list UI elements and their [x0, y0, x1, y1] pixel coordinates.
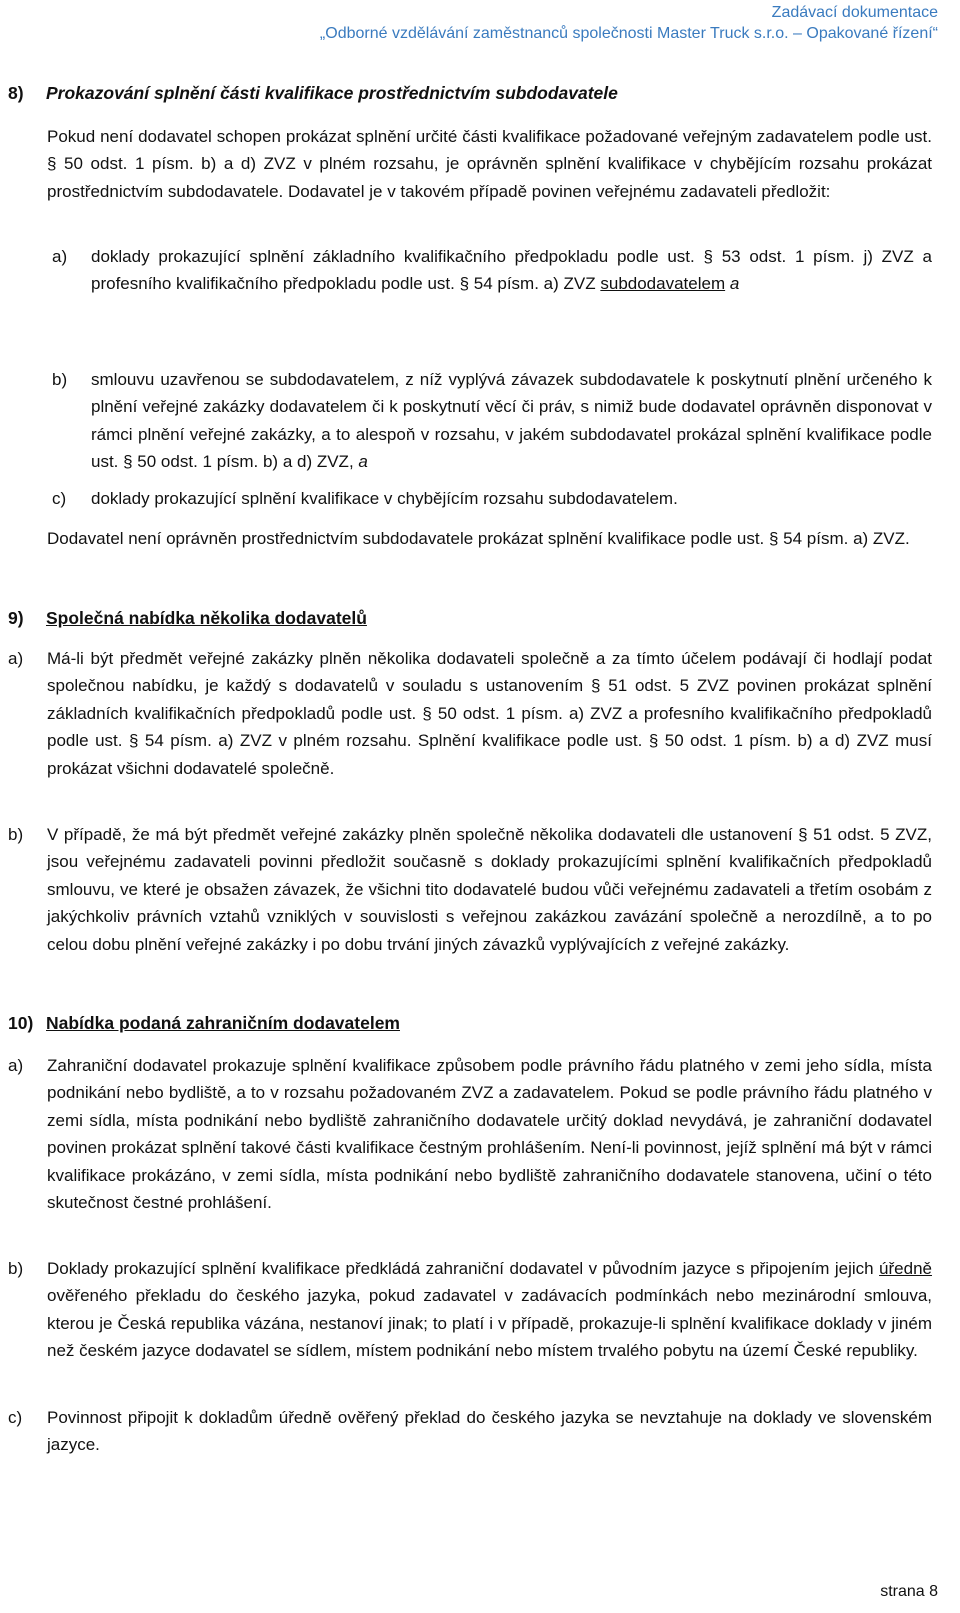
item-text: Povinnost připojit k dokladům úředně ověřený překlad do českého jazyka se nevztahuje na doklady ve slovenském jazyce. [47, 1408, 932, 1455]
item-label: a) [8, 649, 24, 668]
section-8-intro: Pokud není dodavatel schopen prokázat splnění určité části kvalifikace požadované veřejným zadavatelem podle ust. § 50 odst. 1 písm. b) a d) ZVZ v plném rozsahu, je oprávněn splnění kvalifikace v chybějícím rozsahu prokázat prostřednictvím subdodavatele. Dodavatel je v takovém případě povinen veřejnému zadavateli předložit: [47, 127, 932, 201]
section-9-item-a [8, 645, 932, 782]
item-label: b) [52, 370, 68, 389]
section-10-item-b [8, 1255, 932, 1365]
section-8-closing: Dodavatel není oprávněn prostřednictvím subdodavatele prokázat splnění kvalifikace podle ust. § 54 písm. a) ZVZ. [47, 529, 910, 548]
section-8-item-a [52, 243, 932, 298]
item-text: doklady prokazující splnění kvalifikace v chybějícím rozsahu subdodavatelem. [91, 489, 678, 508]
item-label: c) [52, 489, 67, 508]
section-8-heading [8, 80, 618, 107]
item-text: Zahraniční dodavatel prokazuje splnění kvalifikace způsobem podle právního řádu platného v zemi jeho sídla, místa podnikání nebo bydliště, a to v rozsahu požadovaném ZVZ a zadavatelem. Pokud se podle právního řádu platného v zemi sídla, místa podnikání nebo bydliště zahraničního dodavatele určitý doklad nevydává, je zahraniční dodavatel povinen prokázat splnění takové části kvalifikace čestným prohlášením. Není-li povinnost, jejíž splnění má být v rámci kvalifikace prokázáno, v zemi sídla, místa podnikání nebo bydliště zahraničního dodavatele stanovena, učiní o této skutečnost čestné prohlášení. [47, 1056, 932, 1213]
section-8-item-b [52, 366, 932, 476]
item-text: smlouvu uzavřenou se subdodavatelem, z níž vyplývá závazek subdodavatele k poskytnutí plnění určeného k plnění veřejné zakázky dodavatelem či k poskytnutí věcí či práv, s nimiž bude dodavatel oprávněn disponovat v rámci plnění veřejné zakázky, a to alespoň v rozsahu, v jakém subdodavatel prokázal splnění kvalifikace podle ust. § 50 odst. 1 písm. b) a d) ZVZ, [91, 370, 932, 472]
header-doc-title: „Odborné vzdělávání zaměstnanců společnosti Master Truck s.r.o. – Opakované řízení“ [319, 25, 938, 42]
section-10-heading [8, 1010, 400, 1037]
section-10-number: 10) [8, 1013, 34, 1033]
item-label: a) [52, 247, 68, 266]
item-tail: a [729, 274, 740, 294]
section-10-item-a [8, 1052, 932, 1216]
item-label: b) [8, 1259, 24, 1278]
item-label: b) [8, 825, 24, 844]
item-text: V případě, že má být předmět veřejné zakázky plněn společně několika dodavateli dle ustanovení § 51 odst. 5 ZVZ, jsou veřejnému zadavateli povinni předložit současně s doklady prokazujícími splnění kvalifikačních předpokladů smlouvu, ve které je obsažen závazek, že všichni tito dodavatelé budou vůči veřejnému zadavateli a třetím osobám z jakýchkoliv právních vztahů vzniklých v souvislosti s veřejnou zakázkou zavázání společně a nerozdílně, a to po celou dobu plnění veřejné zakázky i po dobu trvání jiných závazků vyplývajících z veřejné zakázky. [47, 825, 932, 954]
section-9-heading [8, 605, 367, 632]
page-header [320, 2, 938, 44]
item-text-pre: Doklady prokazující splnění kvalifikace předkládá zahraniční dodavatel v původním jazyce s připojením jejich [47, 1259, 874, 1278]
section-8-number: 8) [8, 83, 24, 103]
section-9-title: Společná nabídka několika dodavatelů [46, 608, 367, 628]
item-underlined-word: úředně [879, 1259, 932, 1278]
section-8-title: Prokazování splnění části kvalifikace prostřednictvím subdodavatele [46, 83, 618, 103]
item-text: ověřeného překladu do českého jazyka, pokud zadavatel v zadávacích podmínkách nebo mezinárodní smlouva, kterou je Česká republika vázána, nestanoví jinak; to platí i v případě, prokazuje-li splnění kvalifikace doklady v jiném než českém jazyce dodavatel se sídlem, místem podnikání nebo místem trvalého pobytu na území České republiky. [47, 1286, 932, 1361]
item-text: Má-li být předmět veřejné zakázky plněn několika dodavateli společně a za tímto účelem podávají či hodlají podat společnou nabídku, je každý s dodavatelů v souladu s ustanovením § 51 odst. 5 ZVZ povinen prokázat splnění základních kvalifikačních předpokladů podle ust. § 50 odst. 1 písm. a) ZVZ a profesního kvalifikačního předpokladů podle ust. § 54 písm. a) ZVZ v plném rozsahu. Splnění kvalifikace podle ust. § 50 odst. 1 písm. b) a d) ZVZ musí prokázat všichni dodavatelé společně. [47, 649, 932, 778]
page-number: strana 8 [880, 1583, 938, 1600]
item-text: doklady prokazující splnění základního kvalifikačního předpokladu podle ust. § 53 odst. 1 písm. j) ZVZ a profesního kvalifikačního předpokladu podle ust. § 54 písm. a) ZVZ [91, 247, 932, 294]
section-10-title: Nabídka podaná zahraničním dodavatelem [46, 1013, 400, 1033]
section-9-item-b [8, 821, 932, 958]
section-9-number: 9) [8, 608, 24, 628]
section-10-item-c [8, 1404, 932, 1459]
item-tail: a [358, 452, 368, 472]
subdodavatelem-link: subdodavatelem [600, 274, 726, 294]
item-label: c) [8, 1408, 23, 1427]
item-label: a) [8, 1056, 24, 1075]
header-doc-type: Zadávací dokumentace [771, 4, 938, 21]
section-8-item-c [52, 485, 932, 512]
